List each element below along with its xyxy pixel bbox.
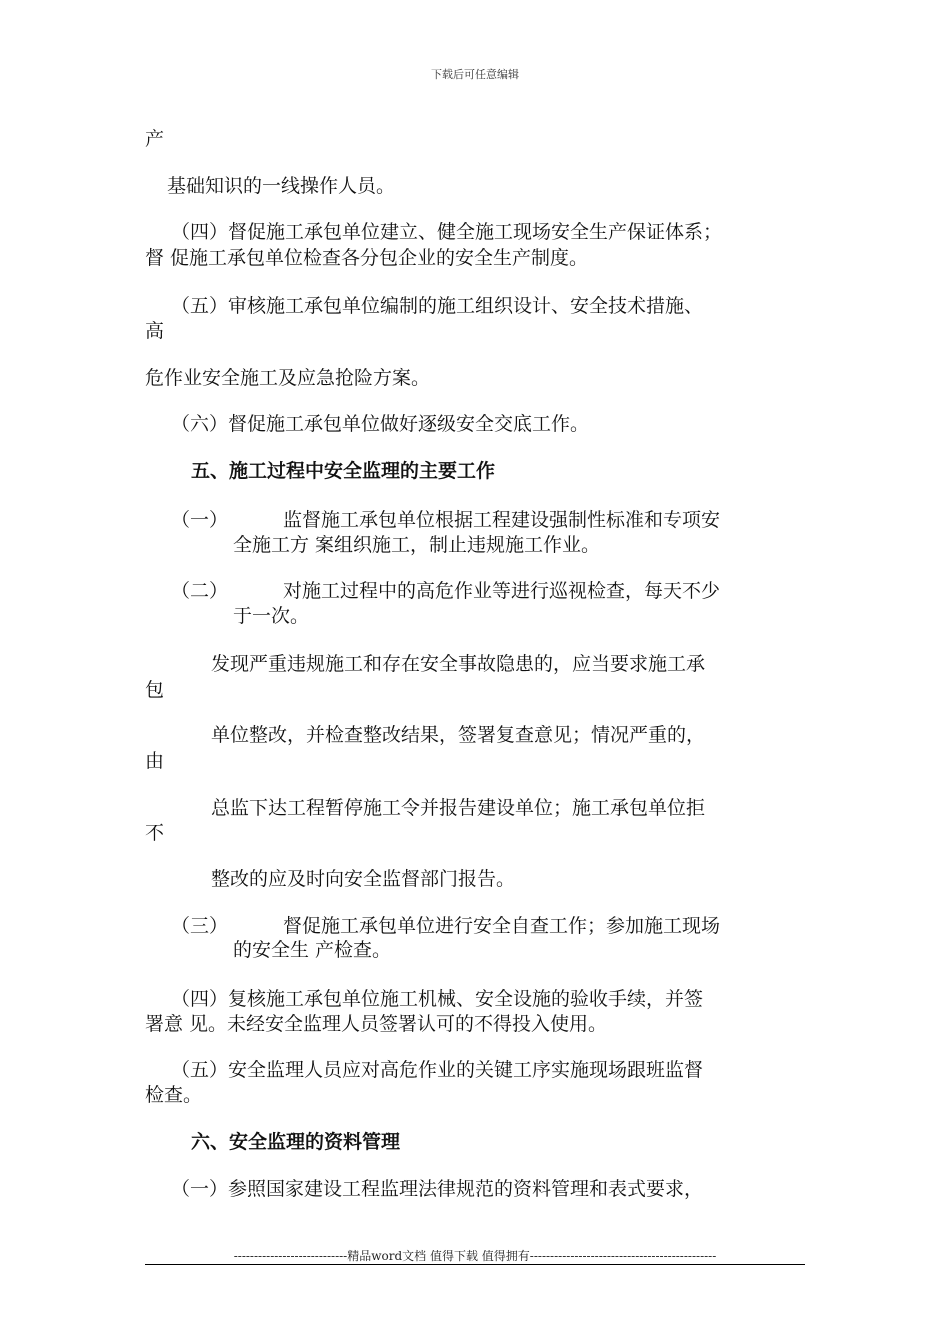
text-line: （五）审核施工承包单位编制的施工组织设计、安全技术措施、 — [171, 295, 704, 317]
text-line: 监督施工承包单位根据工程建设强制性标准和专项安 — [283, 509, 721, 531]
item-number: （二） — [171, 580, 229, 602]
text-line: 督促施工承包单位进行安全自查工作；参加施工现场 — [283, 915, 721, 937]
text-line: 包 — [145, 679, 165, 701]
section-heading: 五、施工过程中安全监理的主要工作 — [191, 460, 496, 482]
text-line: 全施工方 案组织施工，制止违规施工作业。 — [233, 534, 601, 556]
text-line: 危作业安全施工及应急抢险方案。 — [145, 367, 431, 389]
text-line: （四）复核施工承包单位施工机械、安全设施的验收手续，并签 — [171, 988, 704, 1010]
text-line: 督 促施工承包单位检查各分包企业的安全生产制度。 — [145, 247, 589, 269]
text-line: 产 — [145, 128, 165, 150]
text-line: 的安全生 产检查。 — [233, 939, 392, 961]
text-line: 基础知识的一线操作人员。 — [167, 175, 396, 197]
text-line: 高 — [145, 320, 165, 342]
section-heading: 六、安全监理的资料管理 — [191, 1131, 401, 1153]
text-line: 检查。 — [145, 1084, 203, 1106]
text-line: 整改的应及时向安全监督部门报告。 — [211, 868, 516, 890]
text-line: （六）督促施工承包单位做好逐级安全交底工作。 — [171, 413, 590, 435]
text-line: 对施工过程中的高危作业等进行巡视检查，每天不少 — [283, 580, 721, 602]
text-line: 发现严重违规施工和存在安全事故隐患的，应当要求施工承 — [211, 653, 706, 675]
text-line: （一）参照国家建设工程监理法律规范的资料管理和表式要求， — [171, 1178, 704, 1200]
page-footer: ----------------------------精品word文档 值得下载 值得拥有---------------------------------------------- — [233, 1249, 717, 1263]
text-line: 于一次。 — [233, 605, 310, 627]
text-line: （四）督促施工承包单位建立、健全施工现场安全生产保证体系； — [171, 221, 723, 243]
page-header: 下载后可任意编辑 — [431, 68, 519, 81]
text-line: 不 — [145, 822, 165, 844]
text-line: 总监下达工程暂停施工令并报告建设单位；施工承包单位拒 — [211, 797, 706, 819]
text-line: 署意 见。未经安全监理人员签署认可的不得投入使用。 — [145, 1013, 608, 1035]
item-number: （三） — [171, 915, 229, 937]
item-number: （一） — [171, 509, 229, 531]
footer-divider — [145, 1264, 805, 1265]
text-line: 由 — [145, 750, 165, 772]
text-line: 单位整改，并检查整改结果，签署复查意见；情况严重的， — [211, 724, 706, 746]
text-line: （五）安全监理人员应对高危作业的关键工序实施现场跟班监督 — [171, 1059, 704, 1081]
